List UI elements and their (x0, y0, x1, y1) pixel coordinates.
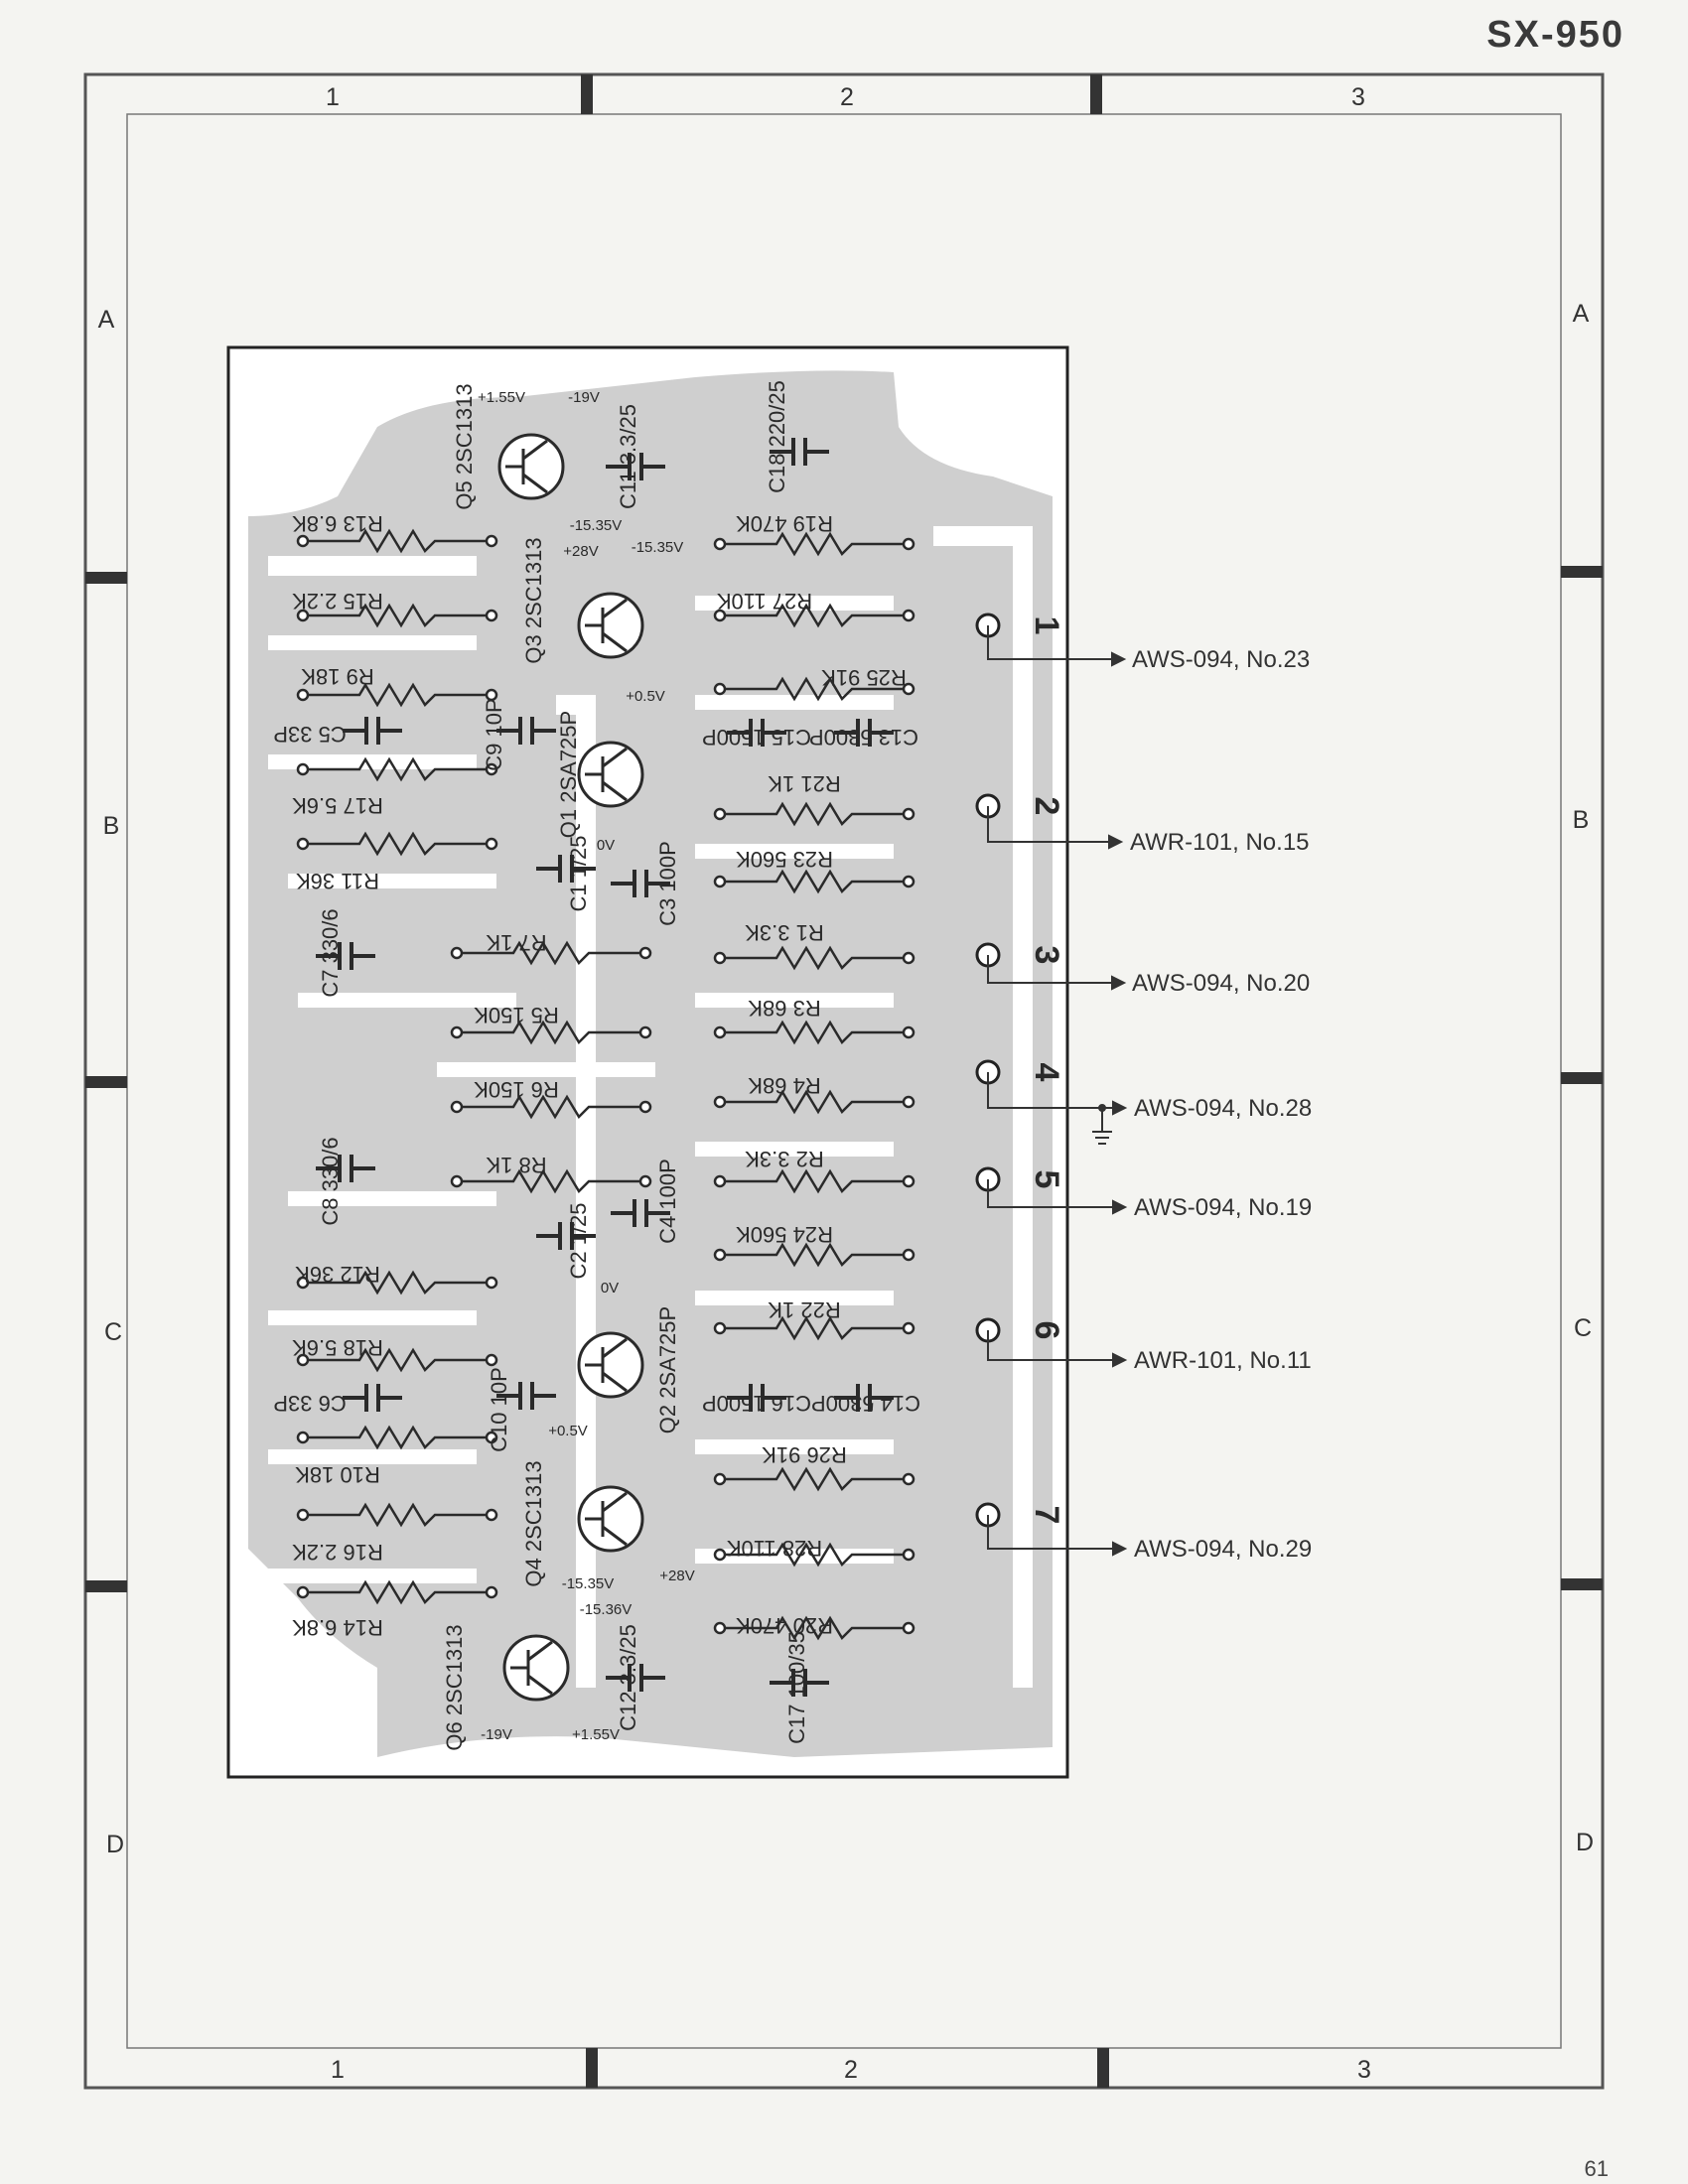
voltage-label: -19V (481, 1726, 512, 1743)
part-label: C4 100P (655, 1159, 680, 1244)
voltage-label: +28V (659, 1568, 695, 1584)
connection-label-2: AWR-101, No.15 (1130, 829, 1310, 856)
part-label: R20 470K (736, 1613, 833, 1638)
part-label: R8 1K (486, 1153, 547, 1177)
solder-pad (452, 948, 462, 958)
voltage-label: -15.35V (569, 517, 623, 534)
row-divider (1561, 566, 1603, 578)
solder-pad (904, 877, 914, 887)
part-label: C9 10P (482, 698, 506, 771)
part-label: R23 560K (736, 847, 833, 872)
solder-pad (715, 684, 725, 694)
solder-pad (487, 1587, 496, 1597)
voltage-label: -15.35V (631, 539, 684, 556)
part-label: R18 5.6K (292, 1335, 383, 1360)
voltage-label: -15.35V (561, 1575, 615, 1592)
solder-pad (452, 1176, 462, 1186)
solder-pad (904, 1097, 914, 1107)
solder-pad (904, 1474, 914, 1484)
connection-label-4: AWS-094, No.28 (1134, 1095, 1313, 1122)
solder-pad (487, 1510, 496, 1520)
terminal-number: 1 (1028, 615, 1065, 635)
solder-pad (298, 764, 308, 774)
row-label-right-b: B (1572, 806, 1590, 834)
solder-pad (904, 1550, 914, 1560)
connection-label-6: AWR-101, No.11 (1134, 1347, 1312, 1374)
voltage-label: +28V (563, 543, 599, 560)
voltage-label: +0.5V (626, 688, 665, 705)
part-label: R2 3.3K (745, 1147, 824, 1171)
solder-pad (904, 1176, 914, 1186)
part-label: Q6 2SC1313 (442, 1624, 467, 1751)
solder-pad (904, 539, 914, 549)
row-label-right-a: A (1572, 300, 1590, 328)
col-label-bottom-2: 2 (844, 2056, 858, 2084)
part-label: Q5 2SC1313 (452, 383, 477, 510)
part-label: R3 68K (748, 996, 821, 1021)
solder-pad (904, 1623, 914, 1633)
part-label: C14 5300P (810, 1391, 921, 1416)
row-divider (85, 1580, 127, 1592)
connection-label-7: AWS-094, No.29 (1134, 1536, 1313, 1563)
part-label: R5 150K (474, 1003, 559, 1027)
page-number: 61 (1584, 2156, 1609, 2181)
voltage-label: +0.5V (548, 1423, 588, 1439)
solder-pad (904, 611, 914, 620)
part-label: C5 33P (273, 722, 347, 747)
terminal-number: 2 (1028, 796, 1065, 816)
solder-pad (904, 1027, 914, 1037)
part-label: R15 2.2K (292, 589, 383, 614)
part-label: Q2 2SA725P (655, 1305, 680, 1434)
solder-pad (298, 536, 308, 546)
row-divider (1561, 1072, 1603, 1084)
terminal-number: 6 (1028, 1320, 1065, 1340)
solder-pad (715, 1474, 725, 1484)
col-label-top-2: 2 (840, 83, 854, 111)
solder-pad (640, 1027, 650, 1037)
part-label: R4 68K (748, 1073, 821, 1098)
terminal-number: 3 (1028, 945, 1065, 965)
solder-pad (715, 1176, 725, 1186)
part-label: C2 1/25 (566, 1202, 591, 1280)
col-divider (1090, 74, 1102, 114)
solder-pad (487, 611, 496, 620)
solder-pad (715, 1323, 725, 1333)
row-divider (1561, 1578, 1603, 1590)
part-label: C12 3.3/25 (616, 1624, 640, 1731)
solder-pad (715, 953, 725, 963)
solder-pad (715, 1623, 725, 1633)
connection-label-1: AWS-094, No.23 (1132, 646, 1311, 673)
part-label: R10 18K (295, 1462, 380, 1487)
part-label: R6 150K (474, 1077, 559, 1102)
col-divider (581, 74, 593, 114)
solder-pad (487, 1355, 496, 1365)
solder-pad (640, 1102, 650, 1112)
part-label: R25 91K (821, 665, 907, 690)
voltage-label: +1.55V (572, 1726, 620, 1743)
voltage-label: -19V (568, 389, 600, 406)
row-label-left-d: D (105, 1831, 125, 1858)
part-label: R1 3.3K (745, 920, 824, 945)
part-label: C11 3.3/25 (616, 403, 640, 510)
solder-pad (298, 1510, 308, 1520)
voltage-label: -15.36V (579, 1601, 633, 1618)
connection-label-5: AWS-094, No.19 (1134, 1194, 1313, 1221)
part-label: R19 470K (736, 511, 833, 536)
solder-pad (904, 1323, 914, 1333)
part-label: R24 560K (736, 1222, 833, 1247)
part-label: C6 33P (273, 1391, 347, 1416)
part-label: R14 6.8K (292, 1615, 383, 1640)
col-divider (586, 2048, 598, 2088)
row-label-left-a: A (97, 306, 115, 334)
col-label-top-1: 1 (326, 83, 340, 111)
part-label: C13 5300P (808, 725, 919, 750)
solder-pad (640, 1176, 650, 1186)
solder-pad (904, 1250, 914, 1260)
solder-pad (715, 1027, 725, 1037)
col-label-top-3: 3 (1351, 83, 1365, 111)
part-label: R12 36K (295, 1262, 380, 1287)
part-label: C17 100/35 (784, 1631, 809, 1744)
terminal-number: 7 (1028, 1505, 1065, 1525)
part-label: C16 1500P (701, 1391, 812, 1416)
part-label: R28 110K (726, 1536, 823, 1561)
part-label: Q3 2SC1313 (521, 537, 546, 664)
solder-pad (452, 1102, 462, 1112)
solder-pad (715, 1097, 725, 1107)
part-label: C15 1500P (701, 725, 812, 750)
part-label: C18 220/25 (765, 380, 789, 493)
voltage-label: 0V (596, 837, 616, 854)
voltage-label: +1.55V (478, 389, 525, 406)
row-divider (85, 1076, 127, 1088)
part-label: C8 330/6 (318, 1137, 343, 1226)
solder-pad (487, 536, 496, 546)
solder-pad (298, 690, 308, 700)
part-label: C10 10P (487, 1367, 511, 1452)
part-label: C1 1/25 (566, 835, 591, 912)
part-label: C3 100P (655, 841, 680, 926)
col-label-bottom-3: 3 (1357, 2056, 1371, 2084)
part-label: R13 6.8K (292, 511, 383, 536)
connection-label-3: AWS-094, No.20 (1132, 970, 1311, 997)
voltage-label: 0V (600, 1280, 620, 1297)
terminal-number: 5 (1028, 1169, 1065, 1189)
solder-pad (487, 839, 496, 849)
solder-pad (452, 1027, 462, 1037)
row-label-left-c: C (103, 1318, 123, 1346)
model-title: SX-950 (1486, 14, 1624, 56)
solder-pad (715, 1550, 725, 1560)
part-label: R26 91K (762, 1442, 847, 1467)
part-label: Q4 2SC1313 (521, 1460, 546, 1587)
part-label: R9 18K (301, 664, 374, 689)
part-label: R17 5.6K (292, 793, 383, 818)
row-label-right-c: C (1573, 1314, 1593, 1342)
solder-pad (904, 809, 914, 819)
solder-pad (904, 953, 914, 963)
solder-pad (715, 1250, 725, 1260)
part-label: R22 1K (768, 1297, 841, 1322)
solder-pad (487, 1278, 496, 1288)
solder-pad (640, 948, 650, 958)
solder-pad (715, 809, 725, 819)
part-label: R27 110K (716, 589, 813, 614)
terminal-number: 4 (1028, 1062, 1065, 1082)
solder-pad (298, 839, 308, 849)
solder-pad (715, 539, 725, 549)
part-label: R16 2.2K (292, 1540, 383, 1565)
part-label: R21 1K (768, 771, 841, 796)
part-label: Q1 2SA725P (556, 710, 581, 839)
part-label: R7 1K (486, 930, 547, 955)
solder-pad (715, 877, 725, 887)
solder-pad (298, 1433, 308, 1442)
col-label-bottom-1: 1 (331, 2056, 345, 2084)
solder-pad (298, 1587, 308, 1597)
row-divider (85, 572, 127, 584)
row-label-left-b: B (102, 812, 120, 840)
part-label: R11 36K (296, 869, 379, 893)
connection-labels (1130, 646, 1312, 1563)
part-label: C7 330/6 (318, 908, 343, 998)
row-label-right-d: D (1575, 1829, 1595, 1856)
col-divider (1097, 2048, 1109, 2088)
